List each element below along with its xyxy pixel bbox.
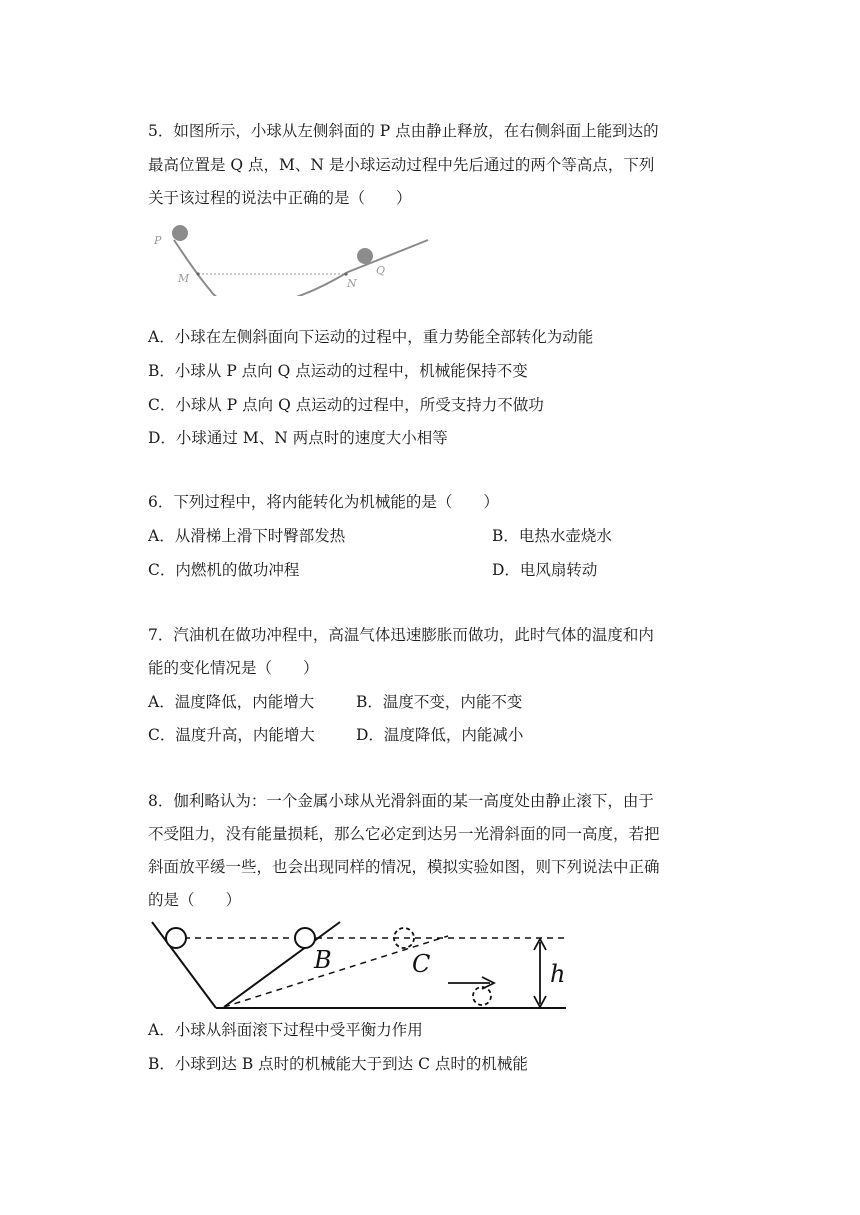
q8-ball-flat [473, 987, 491, 1005]
q5-label-n: N [347, 277, 357, 290]
q6-stem: 6．下列过程中，将内能转化为机械能的是（ ） [148, 493, 499, 511]
q5-stem-line-3: 关于该过程的说法中正确的是（ ） [148, 189, 412, 207]
q5-option-d: D．小球通过 M、N 两点时的速度大小相等 [148, 429, 448, 447]
q8-label-c: C [412, 950, 431, 978]
q5-ball-p [172, 225, 188, 241]
q8-stem-line-2: 不受阻力，没有能量损耗，那么它必定到达另一光滑斜面的同一高度，若把 [148, 825, 660, 843]
q7-stem-line-2: 能的变化情况是（ ） [148, 659, 319, 677]
q7-option-a: A．温度降低，内能增大 [148, 693, 315, 711]
q6-option-a: A．从滑梯上滑下时臀部发热 [148, 527, 346, 545]
q5-option-c: C．小球从 P 点向 Q 点运动的过程中，所受支持力不做功 [148, 396, 544, 414]
q7-option-d: D．温度降低，内能减小 [356, 726, 524, 744]
q5-stem-line-2: 最高位置是 Q 点，M、N 是小球运动过程中先后通过的两个等高点，下列 [148, 156, 655, 174]
q5-track [174, 240, 428, 296]
q8-figure [148, 916, 568, 1012]
q8-ball-b [295, 928, 315, 948]
q5-label-q: Q [376, 264, 386, 277]
q5-option-a: A．小球在左侧斜面向下运动的过程中，重力势能全部转化为动能 [148, 328, 594, 346]
q5-figure [148, 216, 438, 296]
q5-ball-q [357, 248, 373, 264]
q8-label-b: B [314, 946, 332, 974]
q8-option-b: B．小球到达 B 点时的机械能大于到达 C 点时的机械能 [148, 1055, 528, 1073]
q7-stem-line-1: 7．汽油机在做功冲程中，高温气体迅速膨胀而做功，此时气体的温度和内 [148, 626, 654, 644]
q8-label-h: h [550, 960, 566, 988]
q8-option-a: A．小球从斜面滚下过程中受平衡力作用 [148, 1021, 423, 1039]
q8-ball-start [166, 928, 186, 948]
q5-label-p: P [154, 234, 162, 247]
q5-stem-line-1: 5．如图所示，小球从左侧斜面的 P 点由静止释放，在右侧斜面上能到达的 [148, 122, 659, 140]
q5-label-m: M [178, 272, 190, 285]
q5-point-n [344, 272, 347, 275]
q8-stem-line-3: 斜面放平缓一些，也会出现同样的情况，模拟实验如图，则下列说法中正确 [148, 858, 660, 876]
q6-option-d: D．电风扇转动 [492, 561, 598, 579]
q8-stem-line-1: 8．伽利略认为：一个金属小球从光滑斜面的某一高度处由静止滚下，由于 [148, 792, 654, 810]
q8-stem-line-4: 的是（ ） [148, 891, 242, 909]
q5-point-m [196, 272, 199, 275]
q5-option-b: B．小球从 P 点向 Q 点运动的过程中，机械能保持不变 [148, 362, 528, 380]
q6-option-b: B．电热水壶烧水 [492, 527, 612, 545]
q6-option-c: C．内燃机的做功冲程 [148, 561, 300, 579]
q7-option-b: B．温度不变，内能不变 [356, 693, 523, 711]
q7-option-c: C．温度升高，内能增大 [148, 726, 315, 744]
